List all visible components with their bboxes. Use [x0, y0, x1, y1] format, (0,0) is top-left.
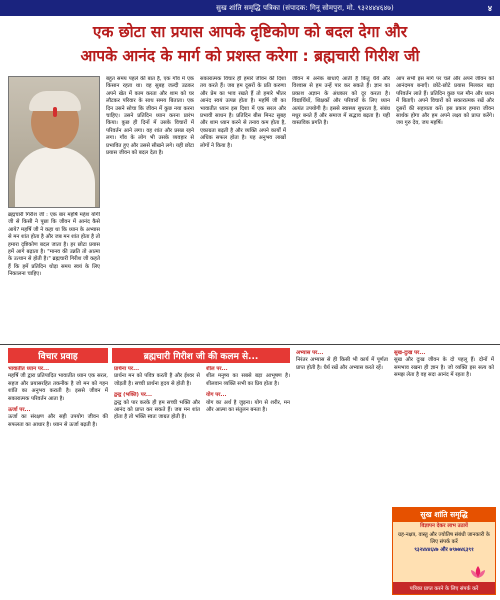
article-text-1: ब्रह्मचारी गिरीश जी : एक बार महर्षि महेश योगी जी से किसी ने पूछा कि जीवन में आनंद कैसे आये? महर्षि जी ने कहा था कि ध्यान के अभ्यास से मन शांत होता है और जब मन शांत होता है तो हमारा दृष्टिकोण बदल जाता है। हर छोटा प्रयास हमें आगे बढ़ाता है। "मानव की उन्नति तो आत्मा के उत्थान से होती है।" ब्रह्मचारी गिरीश जी कहते हैं कि हमें प्रतिदिन थोड़ा समय स्वयं के लिए निकालना चाहिए।: [8, 212, 100, 278]
article-column-2: [106, 76, 194, 340]
vichar-column: [8, 366, 108, 594]
kalam-subhead-1: प्रार्थना पर...: [114, 366, 140, 372]
abhyas-subhead: अभ्यास पर...: [296, 350, 324, 356]
shil-column: [206, 366, 290, 594]
shil-subhead-1: शील पर...: [206, 366, 228, 372]
kalam-se-bar: ब्रह्मचारी गिरीश जी की कलम से...: [112, 348, 290, 363]
abhyas-text: निरंतर अभ्यास से ही किसी भी कार्य में पूर्णता प्राप्त होती है। धैर्य रखें और अभ्यास करते रहें।: [296, 357, 388, 371]
article-column-1: [8, 212, 100, 340]
sukh-text: सुख और दुःख जीवन के दो पहलू हैं। दोनों में समभाव रखना ही ज्ञान है। जो व्यक्ति इस सत्य को समझ लेता है वह सदा आनंद में रहता है।: [394, 357, 494, 379]
vichar-text-1: महर्षि जी द्वारा प्रतिपादित भावातीत ध्यान एक सरल, सहज और प्रयासरहित तकनीक है जो मन को गहन शांति का अनुभव कराती है। इससे जीवन में सकारात्मक परिवर्तन आता है।: [8, 373, 108, 402]
advertisement-box: [392, 507, 496, 595]
ad-brand: सुख शांति समृद्धि: [393, 508, 495, 522]
kalam-text-1: प्रार्थना मन को पवित्र करती है और ईश्वर से जोड़ती है। सच्ची प्रार्थना हृदय से होती है।: [114, 373, 200, 387]
article-text-3: सकारात्मक विचार ही हमारे जीवन की दिशा तय करते हैं। जब हम दूसरों के प्रति करुणा और प्रेम का भाव रखते हैं तो हमारे भीतर आनंद स्वयं उत्पन्न होता है। महर्षि जी का भावातीत ध्यान इस दिशा में एक सरल और प्रभावी साधन है। प्रतिदिन बीस मिनट सुबह और शाम ध्यान करने से तनाव कम होता है, एकाग्रता बढ़ती है और व्यक्ति अपने कार्यों में अधिक सफल होता है। यह अनुभव लाखों लोगों ने किया है।: [200, 76, 286, 149]
page-number: ४: [487, 3, 492, 13]
ad-footer: पत्रिका प्राप्त करने के लिए संपर्क करें: [393, 582, 495, 594]
header-accent: [0, 0, 150, 16]
shil-subhead-2: योग पर...: [206, 392, 227, 399]
vichar-subhead-1: भावातीत ध्यान पर...: [8, 366, 50, 372]
headline-line-2: आपके आनंद के मार्ग को प्रशस्त करेगा : ब्रह्मचारी गिरीश जी: [80, 47, 420, 65]
vichar-text-2: ऊर्जा का संरक्षण और सही उपयोग जीवन की सफलता का आधार है। ध्यान से ऊर्जा बढ़ती है।: [8, 414, 108, 428]
portrait-photo: [8, 76, 100, 208]
kalam-column: [114, 366, 200, 594]
header-bar: [0, 0, 500, 16]
article-text-4: जीवन में अनेक बाधाएँ आती हैं किंतु धैर्य और विश्वास से हम उन्हें पार कर सकते हैं। ज्ञान का प्रकाश अज्ञान के अंधकार को दूर करता है। विद्यार्थियों, शिक्षकों और परिवारों के लिए ध्यान अत्यंत उपयोगी है। इससे स्वास्थ्य सुधरता है, संबंध मधुर बनते हैं और समाज में सद्भाव बढ़ता है। यही वास्तविक प्रगति है।: [292, 76, 390, 127]
shil-text-2: योग का अर्थ है जुड़ना। योग से शरीर, मन और आत्मा का संतुलन बनता है।: [206, 399, 290, 414]
vichar-prawah-bar: विचार प्रवाह: [8, 348, 108, 363]
article-column-5: [396, 76, 494, 340]
article-text-5: आप सभी इस मार्ग पर चलें और अपने जीवन को आनंदमय बनाएँ। छोटे-छोटे प्रयास मिलकर बड़ा परिवर्तन लाते हैं। प्रतिदिन कुछ पल मौन और ध्यान में बिताएँ। अपने विचारों को सकारात्मक रखें और दूसरों की सहायता करें। इस प्रकार हमारा जीवन सार्थक होगा और हम अपने लक्ष्य को प्राप्त करेंगे। जय गुरु देव, जय महर्षि।: [396, 76, 494, 127]
vichar-subhead-2: ऊर्जा पर...: [8, 407, 31, 414]
kalam-subhead-2: द्वन्द्व (भक्ति) पर...: [114, 392, 152, 399]
sukh-subhead: सुख-दुःख पर...: [394, 350, 426, 356]
headline-line-1: एक छोटा सा प्रयास आपके दृष्टिकोण को बदल देगा और: [92, 23, 408, 41]
article-column-3: [200, 76, 286, 340]
ad-line: ग्रह-नक्षत्र, वास्तु और ज्योतिष संबंधी जानकारी के लिए संपर्क करें: [398, 531, 490, 545]
main-headline: [6, 20, 494, 68]
publication-title: सुख शांति समृद्धि पत्रिका (संपादक: गिनू सोमपुरा, मो. ९३२४४४६४७): [216, 3, 394, 12]
lotus-icon: [467, 564, 489, 580]
kalam-text-2: द्वन्द्व को पार करके ही हम सच्ची भक्ति और आनंद को प्राप्त कर सकते हैं। जब मन शांत होता है तो भक्ति स्वतः जाग्रत होती है।: [114, 399, 200, 421]
article-column-4: [292, 76, 390, 340]
abhyas-column: [296, 350, 388, 594]
ad-phone: ९३२४४४६४७ और ७९७७४६३९१: [414, 547, 474, 554]
shil-text-1: शील मनुष्य का सबसे बड़ा आभूषण है। शीलवान व्यक्ति सभी का प्रिय होता है।: [206, 373, 290, 387]
ad-tagline: विज्ञापन देकर लाभ उठायें: [420, 523, 468, 529]
section-divider: [0, 344, 500, 345]
article-text-2: बहुत समय पहले की बात है, एक गाँव में एक किसान रहता था। वह सुबह जल्दी उठकर अपने खेत में काम करता और शाम को घर लौटकर परिवार के साथ समय बिताता। एक दिन उसने सोचा कि जीवन में कुछ नया करना चाहिए। उसने प्रतिदिन ध्यान करना प्रारंभ किया। कुछ ही दिनों में उसके विचारों में परिवर्तन आने लगा। वह शांत और प्रसन्न रहने लगा। गाँव के लोग भी उसके व्यवहार से प्रभावित हुए और उससे सीखने लगे। यही छोटा प्रयास जीवन को बदल देता है।: [106, 76, 194, 157]
sukh-column: [394, 350, 494, 502]
